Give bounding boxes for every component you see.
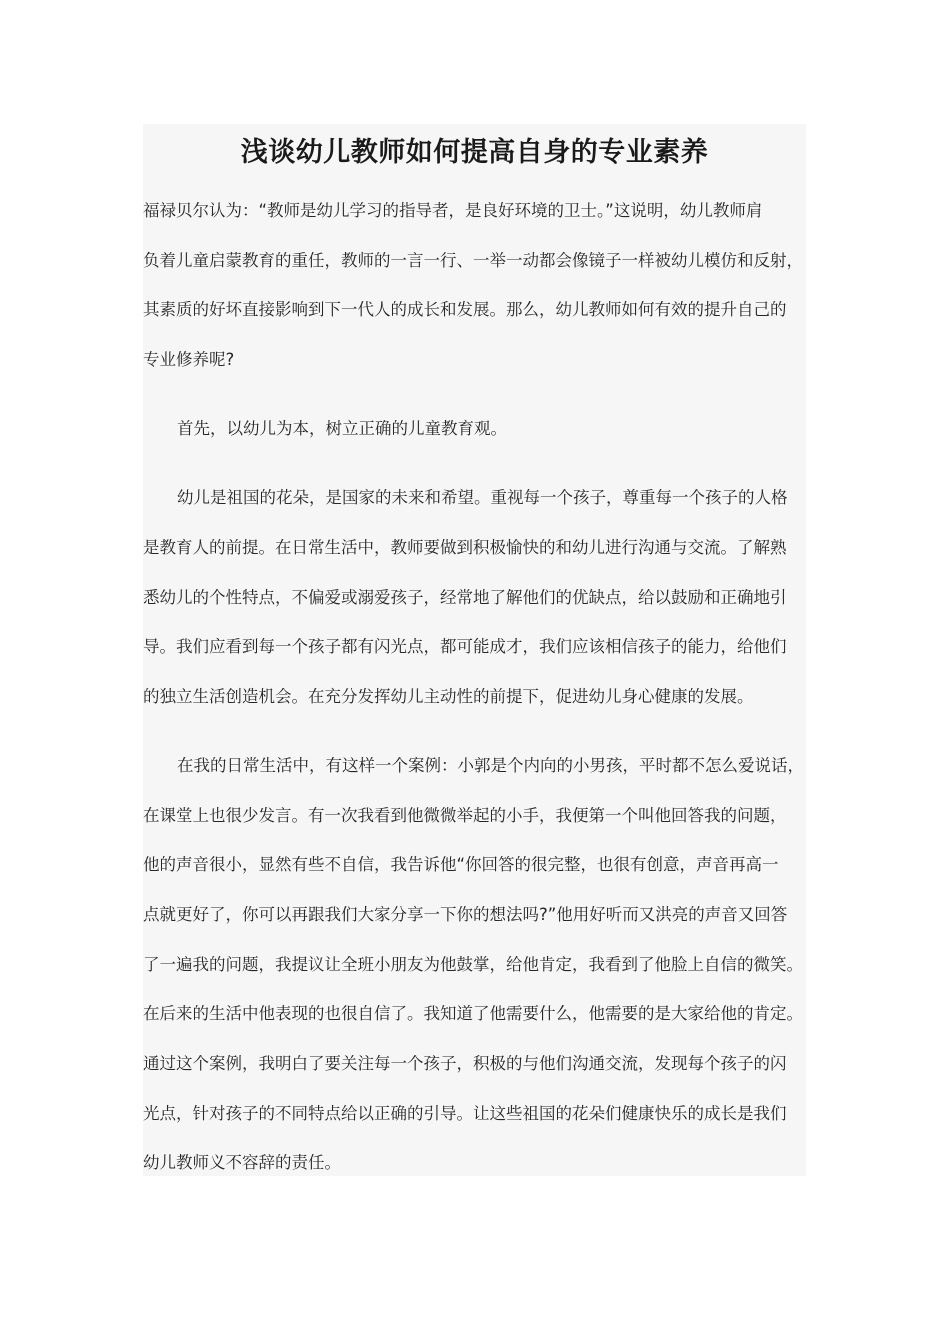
paragraph-line: 在我的日常生活中，有这样一个案例：小郭是个内向的小男孩，平时都不怎么爱说话，	[177, 756, 804, 775]
paragraph-line: 是教育人的前提。在日常生活中，教师要做到积极愉快的和幼儿进行沟通与交流。了解熟	[143, 538, 787, 557]
paragraph-line: 他的声音很小，显然有些不自信，我告诉他“你回答的很完整，也很有创意，声音再高一	[143, 855, 779, 874]
paragraph-line: 其素质的好坏直接影响到下一代人的成长和发展。那么，幼儿教师如何有效的提升自己的	[143, 300, 787, 319]
paragraph-line: 负着儿童启蒙教育的重任，教师的一言一行、一举一动都会像镜子一样被幼儿模仿和反射，	[143, 251, 803, 270]
paragraph-line: 在后来的生活中他表现的也很自信了。我知道了他需要什么，他需要的是大家给他的肯定。	[143, 1004, 803, 1023]
paragraph-line: 了一遍我的问题，我提议让全班小朋友为他鼓掌，给他肯定，我看到了他脸上自信的微笑。	[143, 955, 803, 974]
paragraph-line: 悉幼儿的个性特点，不偏爱或溺爱孩子，经常地了解他们的优缺点，给以鼓励和正确地引	[143, 588, 787, 607]
paragraph-line: 幼儿教师义不容辞的责任。	[143, 1153, 341, 1172]
paragraph-line: 的独立生活创造机会。在充分发挥幼儿主动性的前提下，促进幼儿身心健康的发展。	[143, 687, 754, 706]
article-title: 浅谈幼儿教师如何提高自身的专业素养	[240, 137, 709, 168]
paragraph-line: 在课堂上也很少发言。有一次我看到他微微举起的小手，我便第一个叫他回答我的问题，	[143, 806, 787, 825]
paragraph-line: 福禄贝尔认为：“教师是幼儿学习的指导者，是良好环境的卫士。”这说明，幼儿教师肩	[143, 201, 763, 220]
paragraph-line: 幼儿是祖国的花朵，是国家的未来和希望。重视每一个孩子，尊重每一个孩子的人格	[177, 488, 788, 507]
paragraph-line: 通过这个案例，我明白了要关注每一个孩子，积极的与他们沟通交流，发现每个孩子的闪	[143, 1054, 787, 1073]
paragraph-line: 光点，针对孩子的不同特点给以正确的引导。让这些祖国的花朵们健康快乐的成长是我们	[143, 1104, 787, 1123]
paragraph-line: 导。我们应看到每一个孩子都有闪光点，都可能成才，我们应该相信孩子的能力，给他们	[143, 637, 787, 656]
paragraph-line: 专业修养呢?	[143, 350, 235, 369]
paragraph-line: 点就更好了，你可以再跟我们大家分享一下你的想法吗?”他用好听而又洪亮的声音又回答	[143, 905, 788, 924]
article	[143, 124, 806, 1176]
paragraph-line: 首先，以幼儿为本，树立正确的儿童教育观。	[177, 419, 507, 438]
